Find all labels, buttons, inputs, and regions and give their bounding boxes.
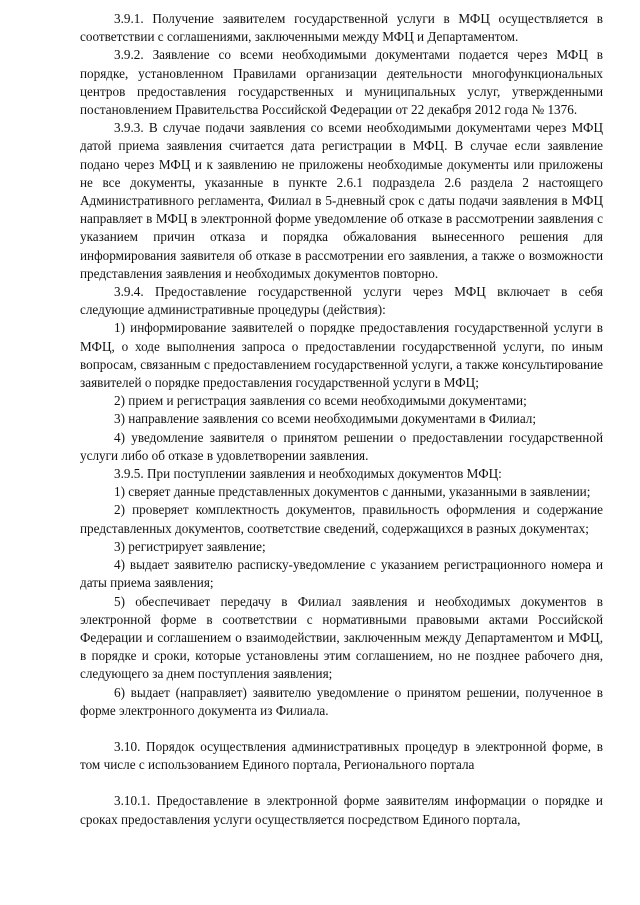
list-item-3-9-5-4: 4) выдает заявителю расписку-уведомление с указанием регистрационного номера и даты приема заявления;: [80, 557, 603, 591]
list-item-3-9-5-5: 5) обеспечивает передачу в Филиал заявления и необходимых документов в электронной форме в соответствии с нормативными правовыми актами Российской Федерации и соглашением о взаимодействии, заключенным между Департаментом и МФЦ, в порядке и сроки, которые установлены этим соглашением, но не позднее рабочего дня, следующего за днем поступления заявления;: [80, 593, 603, 682]
paragraph-3-9-5: 3.9.5. При поступлении заявления и необходимых документов МФЦ:: [114, 466, 502, 482]
list-item-3-9-4-4: 4) уведомление заявителя о принятом решении о предоставлении государственной услуги либо об отказе в удовлетворении заявления.: [80, 429, 603, 463]
paragraph-3-10-1: 3.10.1. Предоставление в электронной форме заявителям информации о порядке и сроках предоставления услуги осуществляется посредством Единого портала,: [80, 793, 603, 827]
paragraph-3-9-3: 3.9.3. В случае подачи заявления со всеми необходимыми документами через МФЦ датой приема заявления считается дата регистрации в МФЦ. В случае если заявление подано через МФЦ и к заявлению не приложены необходимые документы или приложены не все документы, указанные в пункте 2.6.1 подраздела 2.6 раздела 2 настоящего Административного регламента, Филиал в 5-дневный срок с даты подачи заявления в МФЦ направляет в МФЦ в электронной форме уведомление об отказе в рассмотрении заявления с указанием причин отказа и порядка обжалования вынесенного решения для информирования заявителя об отказе в рассмотрении его заявления, а также о возможности представления заявления и необходимых документов повторно.: [80, 120, 603, 281]
list-item-3-9-4-3: 3) направление заявления со всеми необходимыми документами в Филиал;: [114, 411, 537, 427]
list-item-3-9-5-2: 2) проверяет комплектность документов, правильность оформления и содержание представленных документов, соответствие сведений, содержащихся в разных документах;: [80, 502, 603, 536]
document-page: [80, 10, 603, 829]
list-item-3-9-5-3: 3) регистрирует заявление;: [114, 538, 266, 554]
paragraph-3-9-4: 3.9.4. Предоставление государственной услуги через МФЦ включает в себя следующие административные процедуры (действия):: [80, 284, 603, 318]
list-item-3-9-5-6: 6) выдает (направляет) заявителю уведомление о принятом решении, полученное в форме электронного документа из Филиала.: [80, 684, 603, 718]
list-item-3-9-4-2: 2) прием и регистрация заявления со всеми необходимыми документами;: [114, 393, 527, 409]
list-item-3-9-5-1: 1) сверяет данные представленных документов с данными, указанными в заявлении;: [114, 484, 591, 500]
section-heading-3-10: 3.10. Порядок осуществления административных процедур в электронной форме, в том числе с использованием Единого портала, Регионального портала: [80, 738, 603, 773]
paragraph-3-9-2: 3.9.2. Заявление со всеми необходимыми документами подается через МФЦ в порядке, установленном Правилами организации деятельности многофункциональных центров предоставления государственных и муниципальных услуг, утвержденными постановлением Правительства Российской Федерации от 22 декабря 2012 года № 1376.: [80, 47, 603, 118]
paragraph-3-9-1: 3.9.1. Получение заявителем государственной услуги в МФЦ осуществляется в соответствии с соглашениями, заключенными между МФЦ и Департаментом.: [80, 11, 603, 45]
list-item-3-9-4-1: 1) информирование заявителей о порядке предоставления государственной услуги в МФЦ, о ходе выполнения запроса о предоставлении государственной услуги, по иным вопросам, связанным с предоставлением государственной услуги, а также консультирование заявителей о порядке предоставления государственной услуги в МФЦ;: [80, 320, 603, 391]
